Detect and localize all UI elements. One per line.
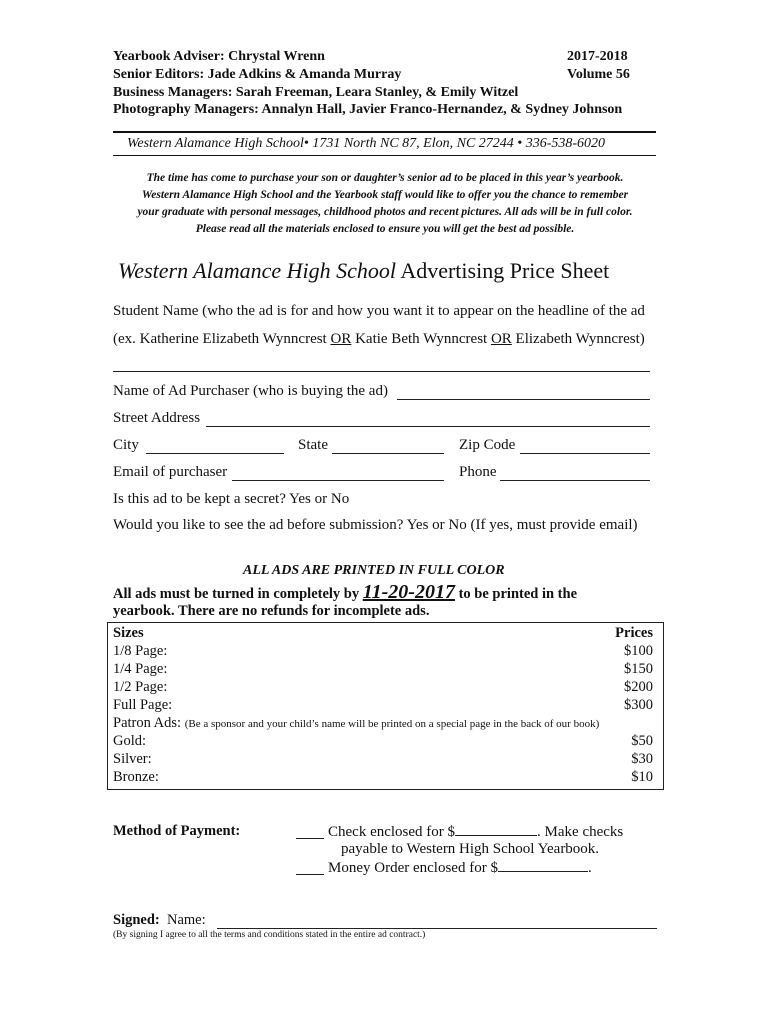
- patron-level-price: $30: [631, 751, 653, 767]
- state-label: State: [298, 437, 328, 453]
- example-text: (ex. Katherine Elizabeth Wynncrest: [113, 331, 331, 347]
- check-line: [328, 823, 623, 841]
- intro-line: Western Alamance High School and the Yearbook staff would like to offer you the chance to remember: [141, 189, 629, 201]
- or-text: OR: [490, 331, 512, 347]
- intro-line: your graduate with personal messages, childhood photos and recent pictures. All ads will be in full color.: [137, 206, 633, 218]
- deadline-date: 11-20-2017: [362, 581, 455, 603]
- size-price: $100: [624, 643, 653, 659]
- example-text: Katie Beth Wynncrest: [351, 331, 491, 347]
- patron-label: Patron Ads:: [113, 715, 185, 731]
- check-text: . Make checks: [537, 824, 624, 840]
- name-example: [113, 331, 645, 348]
- zip-code-label: Zip Code: [459, 437, 516, 453]
- phone-field[interactable]: [500, 480, 650, 481]
- name-label: Name:: [167, 912, 206, 928]
- patron-level-label: Bronze:: [113, 769, 159, 785]
- money-order-text: Money Order enclosed for $: [328, 860, 498, 876]
- intro-paragraph: [100, 170, 670, 238]
- patron-level-label: Silver:: [113, 751, 152, 767]
- email-label: Email of purchaser: [113, 464, 228, 480]
- business-managers-line: Business Managers: Sarah Freeman, Leara Stanley, & Emily Witzel: [113, 85, 519, 100]
- purchaser-label: Name of Ad Purchaser (who is buying the ad): [113, 383, 388, 399]
- money-order-line: [328, 859, 592, 877]
- adviser-line: Yearbook Adviser: Chrystal Wrenn: [113, 49, 325, 64]
- email-field[interactable]: [232, 480, 444, 481]
- signed-label: Signed:: [113, 912, 160, 928]
- refund-note: yearbook. There are no refunds for incomplete ads.: [113, 603, 430, 619]
- school-address: Western Alamance High School• 1731 North NC 87, Elon, NC 27244 • 336-538-6020: [127, 136, 606, 151]
- header-divider-bottom: [113, 155, 656, 156]
- patron-level-label: Gold:: [113, 733, 147, 749]
- size-label: 1/4 Page:: [113, 661, 168, 677]
- size-label: 1/2 Page:: [113, 679, 168, 695]
- purchaser-name-field[interactable]: [397, 399, 650, 400]
- deadline-line: [113, 581, 577, 604]
- phone-label: Phone: [459, 464, 497, 480]
- city-label: City: [113, 437, 139, 453]
- example-text: Elizabeth Wynncrest): [511, 331, 645, 347]
- price-table: [107, 622, 664, 790]
- check-amount-field[interactable]: [455, 823, 537, 836]
- intro-line: Please read all the materials enclosed to ensure you will get the best ad possible.: [195, 223, 575, 235]
- check-payable-note: payable to Western High School Yearbook.: [341, 841, 600, 857]
- student-name-field[interactable]: [113, 371, 650, 372]
- header-divider-top: [113, 131, 656, 133]
- prices-header: Prices: [615, 625, 653, 641]
- patron-note: (Be a sponsor and your child’s name will be printed on a special page in the back of our book): [184, 718, 600, 730]
- patron-level-price: $10: [631, 769, 653, 785]
- school-year: 2017-2018: [567, 49, 628, 64]
- deadline-text: to be printed in the: [454, 586, 578, 602]
- intro-line: The time has come to purchase your son or daughter’s senior ad to be placed in this year’s yearbook.: [146, 172, 624, 184]
- signature-terms: (By signing I agree to all the terms and conditions stated in the entire ad contract.): [113, 930, 426, 940]
- payment-label: Method of Payment:: [113, 823, 241, 839]
- secret-question: Is this ad to be kept a secret? Yes or No: [113, 491, 350, 507]
- check-text: Check enclosed for $: [328, 824, 456, 840]
- city-field[interactable]: [146, 453, 284, 454]
- or-text: OR: [330, 331, 352, 347]
- money-order-text: .: [587, 860, 592, 876]
- size-price: $150: [624, 661, 653, 677]
- deadline-text: All ads must be turned in completely by: [113, 586, 363, 602]
- size-label: 1/8 Page:: [113, 643, 168, 659]
- street-address-field[interactable]: [206, 426, 650, 427]
- page-title: [118, 258, 609, 284]
- full-color-note: ALL ADS ARE PRINTED IN FULL COLOR: [243, 563, 505, 578]
- state-field[interactable]: [332, 453, 444, 454]
- preview-question: Would you like to see the ad before submission? Yes or No (If yes, must provide email): [113, 517, 638, 533]
- size-label: Full Page:: [113, 697, 173, 713]
- check-option-blank[interactable]: [296, 838, 324, 839]
- size-price: $200: [624, 679, 653, 695]
- title-school-name: Western Alamance High School: [118, 258, 397, 283]
- size-price: $300: [624, 697, 653, 713]
- volume-number: Volume 56: [567, 67, 630, 82]
- sizes-header: Sizes: [113, 625, 144, 641]
- money-order-option-blank[interactable]: [296, 874, 324, 875]
- money-order-amount-field[interactable]: [498, 859, 588, 872]
- zip-code-field[interactable]: [520, 453, 650, 454]
- street-address-label: Street Address: [113, 410, 201, 426]
- student-name-label: Student Name (who the ad is for and how you want it to appear on the headline of the ad: [113, 303, 645, 319]
- signature-line: [113, 912, 206, 929]
- photography-managers-line: Photography Managers: Annalyn Hall, Javier Franco-Hernandez, & Sydney Johnson: [113, 102, 623, 117]
- signature-field[interactable]: [217, 928, 657, 929]
- editors-line: Senior Editors: Jade Adkins & Amanda Murray: [113, 67, 402, 82]
- patron-level-price: $50: [631, 733, 653, 749]
- title-text: Advertising Price Sheet: [400, 258, 610, 283]
